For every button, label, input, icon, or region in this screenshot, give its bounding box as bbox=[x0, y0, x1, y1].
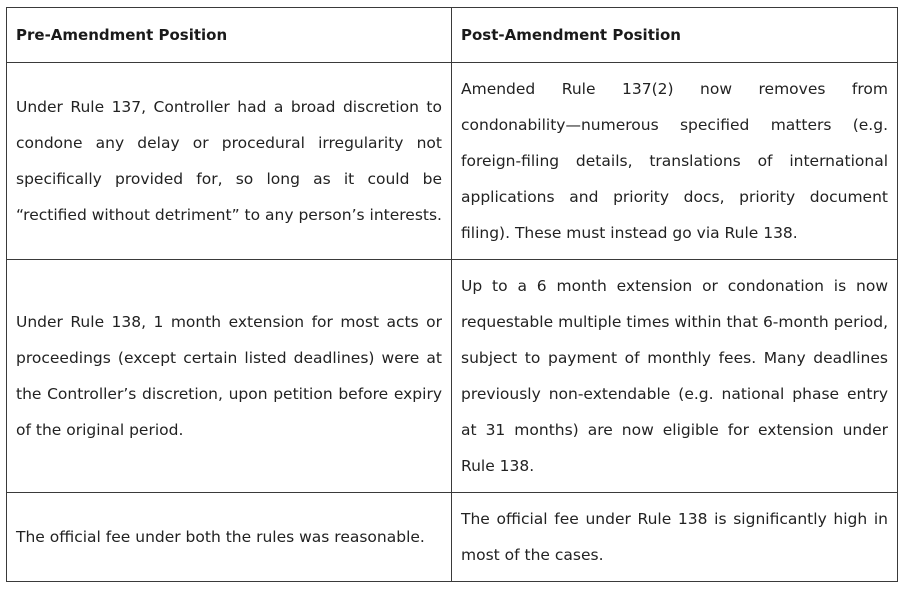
header-post-amendment: Post-Amendment Position bbox=[452, 8, 898, 63]
table-row bbox=[7, 260, 898, 493]
cell-post-official-fee: The official fee under Rule 138 is significantly high in most of the cases. bbox=[452, 493, 898, 582]
cell-post-rule-138: Up to a 6 month extension or condonation is now requestable multiple times within that 6-month period, subject to payment of monthly fees. Many deadlines previously non-extendable (e.g. national phase entry at 31 months) are now eligible for extension under Rule 138. bbox=[452, 260, 898, 493]
cell-pre-rule-137: Under Rule 137, Controller had a broad discretion to condone any delay or procedural irregularity not specifically provided for, so long as it could be “rectified without detriment” to any person’s interests. bbox=[7, 63, 452, 260]
cell-post-rule-137: Amended Rule 137(2) now removes from condonability—numerous specified matters (e.g. foreign-filing details, translations of international applications and priority docs, priority document filing). These must instead go via Rule 138. bbox=[452, 63, 898, 260]
table-row bbox=[7, 493, 898, 582]
cell-pre-official-fee: The official fee under both the rules was reasonable. bbox=[7, 493, 452, 582]
comparison-table bbox=[6, 7, 898, 582]
header-row bbox=[7, 8, 898, 63]
header-pre-amendment: Pre-Amendment Position bbox=[7, 8, 452, 63]
cell-pre-rule-138: Under Rule 138, 1 month extension for most acts or proceedings (except certain listed deadlines) were at the Controller’s discretion, upon petition before expiry of the original period. bbox=[7, 260, 452, 493]
table-row bbox=[7, 63, 898, 260]
